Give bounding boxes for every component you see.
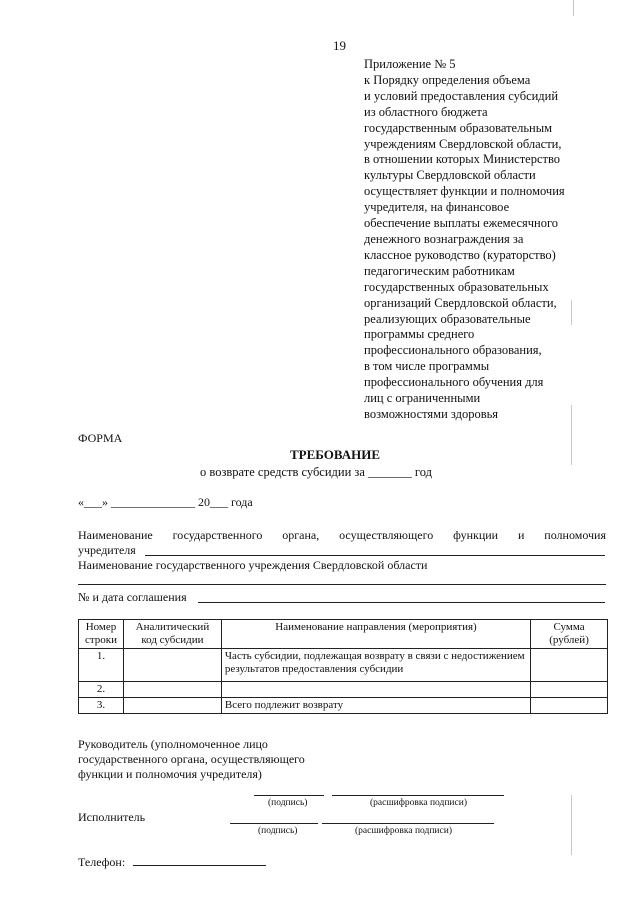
executor-signature-caption: (подпись)	[258, 826, 298, 836]
agency-label: Наименование государственного органа, осуществляющего функции и полномочия	[78, 528, 606, 542]
table-header-row	[79, 620, 608, 649]
appendix-line: государственным образовательным	[364, 120, 553, 135]
executor-label: Исполнитель	[78, 810, 146, 824]
appendix-line: профессионального образования,	[364, 343, 542, 358]
appendix-line: денежного вознаграждения за	[364, 231, 524, 246]
scan-artifact	[573, 0, 574, 16]
executor-decryption-caption: (расшифровка подписи)	[355, 826, 452, 836]
table-row	[79, 649, 608, 682]
cell-sum	[531, 682, 608, 698]
appendix-line: из областного бюджета	[364, 104, 488, 119]
executor-signature-line	[230, 823, 318, 824]
cell-name: Часть субсидии, подлежащая возврату в связи с недостижением результатов предоставления субсидии	[221, 649, 530, 682]
table-row	[79, 698, 608, 714]
appendix-line: в отношении которых Министерство	[364, 152, 561, 167]
appendix-line: в том числе программы	[364, 359, 490, 374]
phone-fill-line	[133, 865, 266, 866]
cell-number: 1.	[79, 649, 124, 682]
document-subtitle: о возврате средств субсидии за _______ год	[200, 465, 432, 479]
phone-label: Телефон:	[78, 855, 126, 869]
executor-decryption-line	[322, 823, 494, 824]
appendix-line: учредителя, на финансовое	[364, 200, 510, 215]
head-decryption-line	[332, 795, 504, 796]
appendix-line: классное руководство (кураторство)	[364, 247, 556, 262]
cell-sum	[531, 698, 608, 714]
appendix-line: осуществляет функции и полномочия	[364, 184, 565, 199]
cell-name: Всего подлежит возврату	[221, 698, 530, 714]
header-sum: Сумма (рублей)	[531, 620, 608, 649]
cell-code	[123, 698, 221, 714]
appendix-line: организаций Свердловской области,	[364, 295, 557, 310]
head-label: Руководитель (уполномоченное лицо государственного органа, осуществляющего функции и полномочия учредителя)	[78, 737, 305, 781]
institution-label: Наименование государственного учреждения Свердловской области	[78, 558, 428, 572]
refund-table	[78, 619, 608, 714]
cell-sum	[531, 649, 608, 682]
scan-artifact	[571, 405, 572, 465]
head-signature-line	[254, 795, 324, 796]
head-signature-caption: (подпись)	[268, 798, 308, 808]
cell-number: 2.	[79, 682, 124, 698]
institution-fill-line	[78, 584, 606, 585]
header-code: Аналитический код субсидии	[123, 620, 221, 649]
head-decryption-caption: (расшифровка подписи)	[370, 798, 467, 808]
appendix-line: профессионального обучения для	[364, 375, 544, 390]
appendix-line: к Порядку определения объема	[364, 72, 531, 87]
scan-artifact	[571, 795, 572, 855]
header-name: Наименование направления (мероприятия)	[221, 620, 530, 649]
appendix-line: возможностями здоровья	[364, 406, 499, 421]
cell-code	[123, 682, 221, 698]
appendix-block	[364, 57, 616, 423]
appendix-title: Приложение № 5	[364, 57, 456, 71]
header-number: Номер строки	[79, 620, 124, 649]
form-label: ФОРМА	[78, 431, 123, 445]
appendix-line: культуры Свердловской области	[364, 168, 536, 183]
page-number: 19	[333, 38, 346, 53]
document-title: ТРЕБОВАНИЕ	[290, 447, 381, 462]
agreement-label: № и дата соглашения	[78, 590, 187, 604]
appendix-line: и условий предоставления субсидий	[364, 88, 559, 103]
date-line: «___» ______________ 20___ года	[78, 495, 253, 509]
appendix-line: государственных образовательных	[364, 279, 549, 294]
appendix-line: лиц с ограниченными	[364, 391, 481, 406]
appendix-line: обеспечение выплаты ежемесячного	[364, 216, 559, 231]
table-row	[79, 682, 608, 698]
agency-fill-line	[145, 555, 605, 556]
agency-label-founder: учредителя	[78, 543, 136, 557]
scan-artifact	[571, 300, 572, 325]
appendix-line: учреждениям Свердловской области,	[364, 136, 562, 151]
cell-number: 3.	[79, 698, 124, 714]
appendix-line: педагогическим работникам	[364, 263, 515, 278]
appendix-line: программы среднего	[364, 327, 475, 342]
cell-code	[123, 649, 221, 682]
agreement-fill-line	[198, 602, 605, 603]
cell-name	[221, 682, 530, 698]
appendix-line: реализующих образовательные	[364, 311, 531, 326]
